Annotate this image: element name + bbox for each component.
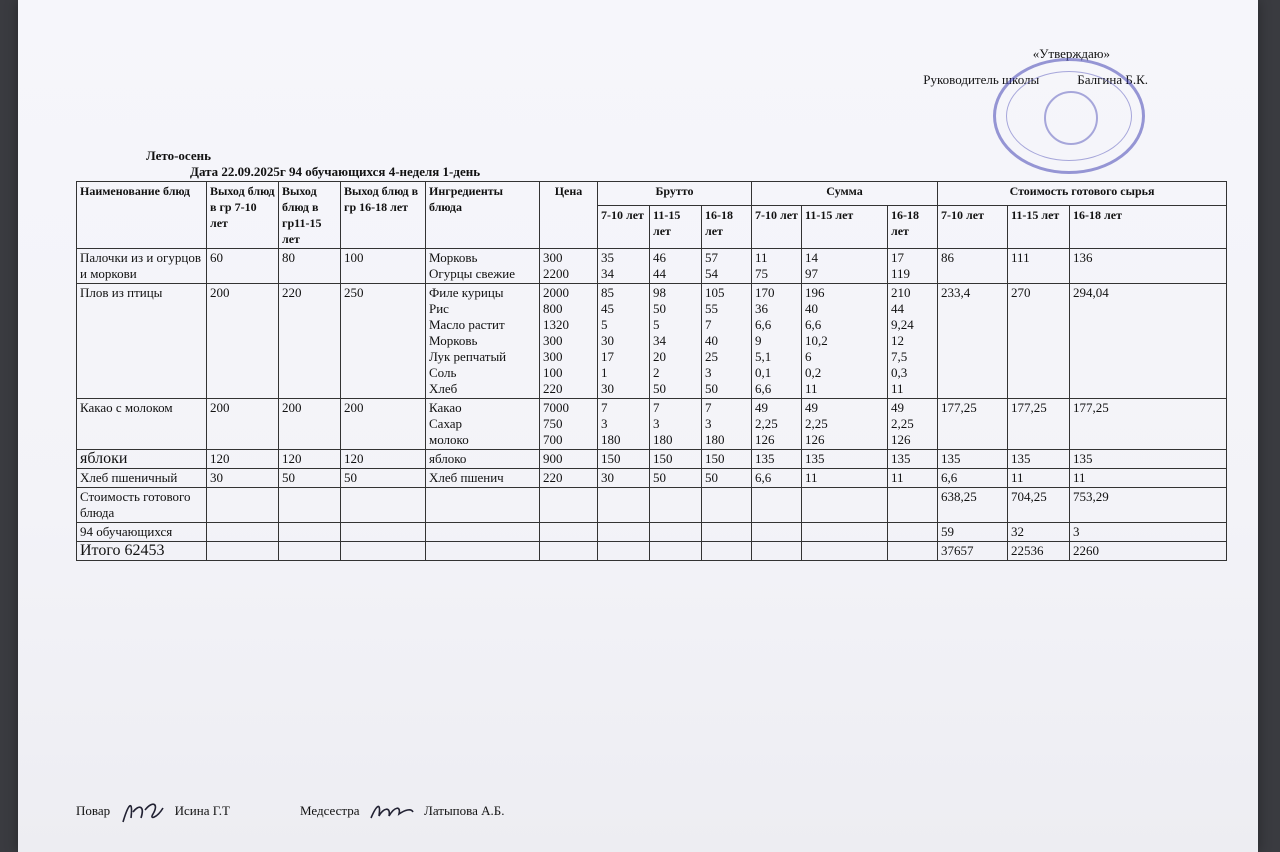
director-name: Балгина Б.К. [1077,72,1148,87]
brutto [650,249,702,284]
sum-line: 210 [891,285,911,300]
dish-cost: 294,04 [1070,284,1227,399]
dish-cost: 6,6 [938,469,1008,488]
dish-output: 120 [207,450,279,469]
brutto-line: 25 [705,349,718,364]
nurse-name: Латыпова А.Б. [424,802,505,818]
students-value: 59 [938,523,1008,542]
price-line: 300 [543,349,563,364]
brutto-line: 7 [705,317,712,332]
sum-line: 135 [805,451,825,466]
brutto [598,399,650,450]
sum [752,469,802,488]
brutto-line: 3 [705,416,712,431]
subheader-age: 11-15 лет [650,205,702,248]
brutto-line: 150 [653,451,673,466]
dish-cost: 86 [938,249,1008,284]
students-value: 32 [1008,523,1070,542]
brutto-line: 7 [705,400,712,415]
cook-signature-line [76,798,230,826]
ingredient-line: Филе курицы [429,285,504,300]
sum [752,399,802,450]
sum [802,249,888,284]
cook-signature-icon [119,798,165,826]
dish-name: Какао с молоком [77,399,207,450]
price-line: 900 [543,451,563,466]
brutto-line: 3 [705,365,712,380]
brutto-line: 30 [601,333,614,348]
sum-line: 126 [891,432,911,447]
ingredient-line: яблоко [429,451,467,466]
dish-output: 80 [279,249,341,284]
header-price: Цена [540,182,598,249]
document-sheet [18,0,1258,852]
sum-line: 40 [805,301,818,316]
students-label: 94 обучающихся [77,523,207,542]
sum-line: 0,2 [805,365,822,380]
grand-total-value: 2260 [1070,542,1227,561]
dish-name: Палочки из и огурцов и моркови [77,249,207,284]
brutto-line: 180 [601,432,621,447]
dish-output: 120 [279,450,341,469]
grand-total-row [77,542,1227,561]
approve-label: «Утверждаю» [1032,46,1110,61]
price-line: 7000 [543,400,569,415]
brutto-line: 5 [601,317,608,332]
dish-output: 200 [207,284,279,399]
price-line: 100 [543,365,563,380]
brutto [598,469,650,488]
dish-name: Плов из птицы [77,284,207,399]
header-out-16-18: Выход блюд в гр 16-18 лет [341,182,426,249]
price-line: 800 [543,301,563,316]
date-line: Дата 22.09.2025г 94 обучающихся 4-неделя 1-день [190,164,481,179]
grand-total-value: 37657 [938,542,1008,561]
brutto-line: 34 [601,266,614,281]
brutto [702,469,752,488]
total-cost-value: 704,25 [1008,488,1070,523]
grand-total-value: 22536 [1008,542,1070,561]
sum-line: 135 [891,451,911,466]
brutto-line: 34 [653,333,666,348]
sum-line: 119 [891,266,911,281]
brutto-line: 7 [653,400,660,415]
sum-line: 2,25 [891,416,914,431]
price-line: 300 [543,250,563,265]
ingredient-line: молоко [429,432,469,447]
dish-output: 250 [341,284,426,399]
menu-table [76,181,1227,561]
ingredient [426,399,540,450]
cook-label: Повар [76,802,111,818]
subheader-age: 11-15 лет [1008,205,1070,248]
total-cost-value: 638,25 [938,488,1008,523]
brutto-line: 44 [653,266,666,281]
dish-output: 200 [341,399,426,450]
sum-line: 11 [805,470,818,485]
sum-line: 36 [755,301,768,316]
grand-total-label: Итого 62453 [77,542,207,561]
dish-cost: 177,25 [1008,399,1070,450]
dish-output: 50 [341,469,426,488]
header-summa: Сумма [752,182,938,206]
dish-cost: 136 [1070,249,1227,284]
header-out-11-15: Выход блюд в гр11-15 лет [279,182,341,249]
brutto [702,249,752,284]
total-cost-row [77,488,1227,523]
brutto-line: 55 [705,301,718,316]
ingredient [426,249,540,284]
sum-line: 7,5 [891,349,908,364]
brutto-line: 46 [653,250,666,265]
brutto-line: 50 [705,470,718,485]
sum-line: 49 [891,400,904,415]
ingredient-line: Рис [429,301,449,316]
dish-row [77,450,1227,469]
brutto-line: 45 [601,301,614,316]
dish-cost: 177,25 [1070,399,1227,450]
sum [888,249,938,284]
dish-cost: 270 [1008,284,1070,399]
sum-line: 12 [891,333,904,348]
price-line: 300 [543,333,563,348]
price-line: 1320 [543,317,569,332]
dish-output: 200 [207,399,279,450]
ingredient-line: Соль [429,365,457,380]
sum-line: 5,1 [755,349,772,364]
brutto [650,284,702,399]
brutto-line: 30 [601,381,614,396]
sum-line: 126 [805,432,825,447]
nurse-signature-line [300,798,504,826]
sum [802,450,888,469]
sum-line: 196 [805,285,825,300]
ingredient [426,284,540,399]
price-line: 750 [543,416,563,431]
stamp-emblem-icon [1044,91,1098,145]
brutto-line: 57 [705,250,718,265]
brutto-line: 2 [653,365,660,380]
sum-line: 17 [891,250,904,265]
brutto-line: 50 [653,301,666,316]
sum-line: 2,25 [805,416,828,431]
sum-line: 135 [755,451,775,466]
dish-output: 30 [207,469,279,488]
sum-line: 6,6 [805,317,822,332]
ingredient [426,450,540,469]
sum [888,450,938,469]
brutto-line: 98 [653,285,666,300]
sum-line: 0,1 [755,365,772,380]
brutto-line: 7 [601,400,608,415]
sum [888,284,938,399]
dish-output: 200 [279,399,341,450]
total-cost-value: 753,29 [1070,488,1227,523]
brutto [598,249,650,284]
brutto [650,450,702,469]
sum-line: 11 [891,470,904,485]
price [540,249,598,284]
dish-row [77,284,1227,399]
price [540,399,598,450]
ingredient-line: Лук репчатый [429,349,507,364]
brutto-line: 180 [705,432,725,447]
brutto-line: 85 [601,285,614,300]
header-name: Наименование блюд [77,182,207,249]
sum-line: 97 [805,266,818,281]
subheader-age: 7-10 лет [938,205,1008,248]
sum-line: 6 [805,349,812,364]
ingredient-line: Хлеб пшенич [429,470,504,485]
sum-line: 6,6 [755,317,772,332]
ingredient-line: Какао [429,400,462,415]
brutto-line: 1 [601,365,608,380]
brutto-line: 50 [705,381,718,396]
header-ingredients: Ингредиенты блюда [426,182,540,249]
brutto-line: 40 [705,333,718,348]
dish-cost: 135 [938,450,1008,469]
subheader-age: 16-18 лет [888,205,938,248]
dish-cost: 177,25 [938,399,1008,450]
brutto-line: 30 [601,470,614,485]
brutto [598,284,650,399]
sum-line: 170 [755,285,775,300]
dish-cost: 11 [1070,469,1227,488]
dish-row [77,469,1227,488]
brutto [702,284,752,399]
sum-line: 11 [805,381,818,396]
subheader-age: 7-10 лет [752,205,802,248]
sum-line: 14 [805,250,818,265]
sum-line: 75 [755,266,768,281]
sum [802,469,888,488]
header-cost: Стоимость готового сырья [938,182,1227,206]
sum [752,284,802,399]
sum-line: 9,24 [891,317,914,332]
students-row [77,523,1227,542]
brutto [650,399,702,450]
nurse-signature-icon [369,798,415,826]
subheader-age: 11-15 лет [802,205,888,248]
price [540,284,598,399]
sum-line: 6,6 [755,470,772,485]
brutto-line: 3 [601,416,608,431]
ingredient-line: Хлеб [429,381,458,396]
sum [752,450,802,469]
brutto-line: 5 [653,317,660,332]
sum-line: 11 [891,381,904,396]
dish-cost: 135 [1008,450,1070,469]
dish-cost: 111 [1008,249,1070,284]
sum-line: 6,6 [755,381,772,396]
nurse-label: Медсестра [300,802,360,818]
brutto-line: 150 [705,451,725,466]
sum [888,469,938,488]
brutto-line: 180 [653,432,673,447]
sum-line: 49 [805,400,818,415]
ingredient [426,469,540,488]
cook-name: Исина Г.Т [174,802,230,818]
price [540,450,598,469]
dish-cost: 135 [1070,450,1227,469]
brutto-line: 17 [601,349,614,364]
season-label: Лето-осень [146,148,211,163]
sum-line: 0,3 [891,365,908,380]
sum-line: 44 [891,301,904,316]
dish-output: 120 [341,450,426,469]
dish-output: 50 [279,469,341,488]
brutto-line: 50 [653,470,666,485]
brutto-line: 3 [653,416,660,431]
price-line: 220 [543,470,563,485]
school-stamp [993,58,1145,174]
brutto [650,469,702,488]
dish-row [77,249,1227,284]
dish-output: 60 [207,249,279,284]
sum [752,249,802,284]
price-line: 2000 [543,285,569,300]
brutto-line: 50 [653,381,666,396]
dish-output: 100 [341,249,426,284]
sum [802,284,888,399]
dish-name: Хлеб пшеничный [77,469,207,488]
dish-row [77,399,1227,450]
price-line: 700 [543,432,563,447]
dish-cost: 11 [1008,469,1070,488]
header-out-7-10: Выход блюд в гр 7-10 лет [207,182,279,249]
sum-line: 11 [755,250,768,265]
ingredient-line: Морковь [429,333,478,348]
sum [802,399,888,450]
students-value: 3 [1070,523,1227,542]
sum-line: 126 [755,432,775,447]
dish-name: яблоки [77,450,207,469]
subheader-age: 7-10 лет [598,205,650,248]
ingredient-line: Сахар [429,416,463,431]
brutto-line: 35 [601,250,614,265]
sum-line: 9 [755,333,762,348]
brutto [702,399,752,450]
brutto-line: 54 [705,266,718,281]
ingredient-line: Масло растит [429,317,505,332]
subheader-age: 16-18 лет [702,205,752,248]
brutto-line: 105 [705,285,725,300]
ingredient-line: Морковь [429,250,478,265]
price-line: 2200 [543,266,569,281]
director-label: Руководитель школы [923,72,1040,87]
ingredient-line: Огурцы свежие [429,266,515,281]
header-brutto: Брутто [598,182,752,206]
brutto-line: 150 [601,451,621,466]
price [540,469,598,488]
brutto [702,450,752,469]
header-row [77,182,1227,206]
price-line: 220 [543,381,563,396]
sum-line: 49 [755,400,768,415]
dish-output: 220 [279,284,341,399]
dish-cost: 233,4 [938,284,1008,399]
sum-line: 10,2 [805,333,828,348]
subheader-age: 16-18 лет [1070,205,1227,248]
total-cost-label: Стоимость готового блюда [77,488,207,523]
sum-line: 2,25 [755,416,778,431]
brutto [598,450,650,469]
sum [888,399,938,450]
brutto-line: 20 [653,349,666,364]
